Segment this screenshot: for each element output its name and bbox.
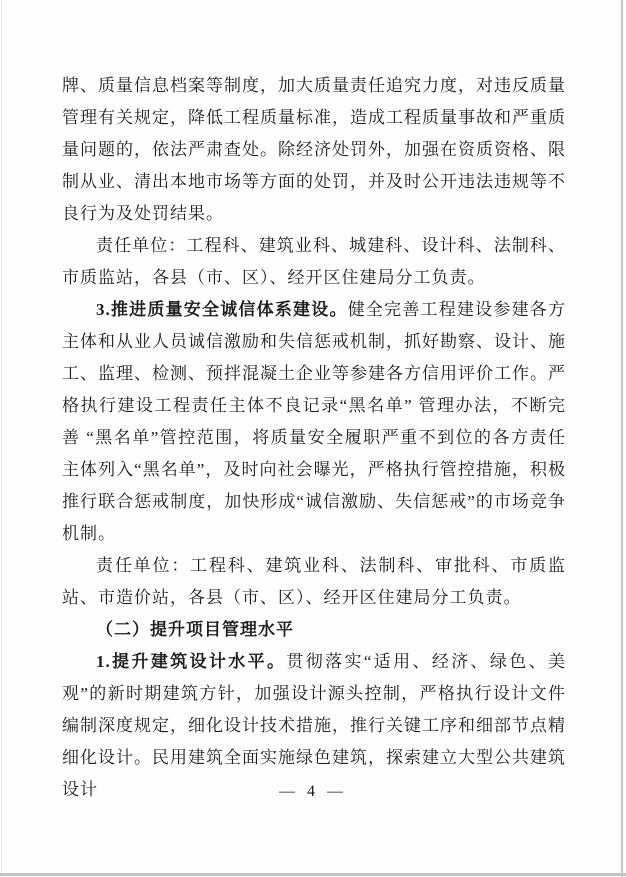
- paragraph-responsibility-unit-2: [62, 550, 566, 614]
- page-number: — 4 —: [279, 783, 347, 800]
- document-body: [62, 70, 566, 806]
- scan-edge-left: [1, 0, 2, 877]
- paragraph-item-1: [62, 646, 566, 806]
- paragraph-text: 责任单位：工程科、建筑业科、城建科、设计科、法制科、市质监站，各县（市、区）、经开区住建局分工负责。: [62, 236, 566, 287]
- paragraph-text: 健全完善工程建设参建各方主体和从业人员诚信激励和失信惩戒机制，抓好勘察、设计、施工、监理、检测、预拌混凝土企业等参建各方信用评价工作。严格执行建设工程责任主体不良记录“黑名单” 管理办法，不断完善 “黑名单”管控范围，将质量安全履职严重不到位的各方责任主体列入“黑名单”，及时向社会曝光，严格执行管控措施，积极推行联合惩戒制度，加快形成“诚信激励、失信惩戒”的市场竞争机制。: [62, 300, 567, 543]
- scan-edge-bottom: [0, 873, 626, 876]
- item-3-heading: 3.推进质量安全诚信体系建设。: [96, 300, 348, 319]
- item-1-heading: 1.提升建筑设计水平。: [96, 652, 287, 671]
- paragraph-text: 责任单位：工程科、建筑业科、法制科、审批科、市质监站、市造价站，各县（市、区）、经开区住建局分工负责。: [62, 556, 566, 607]
- paragraph-text: 贯彻落实“适用、经济、绿色、美观”的新时期建筑方针，加强设计源头控制，严格执行设计文件编制深度规定，细化设计技术措施，推行关键工序和细部节点精细化设计。民用建筑全面实施绿色建筑，探索建立大型公共建筑设计: [62, 652, 567, 799]
- paragraph-text: 牌、质量信息档案等制度，加大质量责任追究力度，对违反质量管理有关规定，降低工程质量标准，造成工程质量事故和严重质量问题的，依法严肃查处。除经济处罚外，加强在资质资格、限制从业、清出本地市场等方面的处罚，并及时公开违法违规等不良行为及处罚结果。: [62, 76, 566, 223]
- scan-edge-right: [621, 0, 623, 877]
- paragraph-responsibility-unit-1: [62, 230, 566, 294]
- section-heading-text: （二）提升项目管理水平: [96, 620, 294, 639]
- section-heading: [62, 614, 566, 646]
- paragraph-item-3: [62, 294, 566, 550]
- paragraph-continuation: [62, 70, 566, 230]
